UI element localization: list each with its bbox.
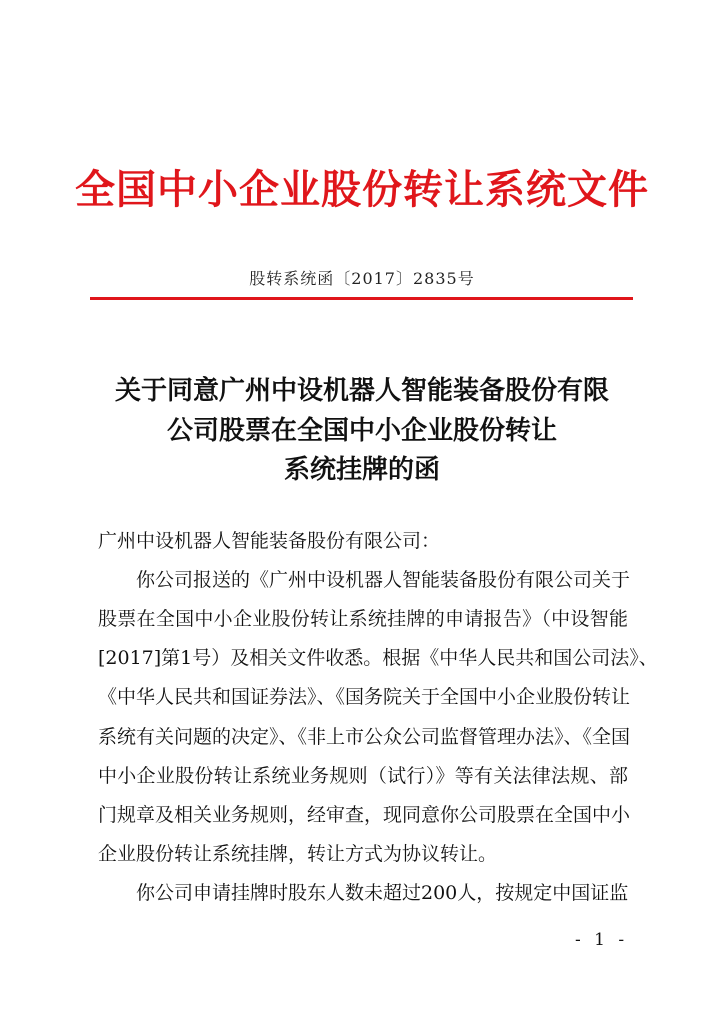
letter-heading-line-3: 系统挂牌的函 [283, 455, 440, 485]
page-number: - 1 - [575, 930, 629, 950]
document-number: 股转系统函〔2017〕2835号 [249, 269, 475, 288]
letter-heading-line-1: 关于同意广州中设机器人智能装备股份有限 [114, 376, 609, 406]
body-line: 你公司报送的《广州中设机器人智能装备股份有限公司关于 [136, 569, 631, 591]
body-line: 门规章及相关业务规则，经审查，现同意你公司股票在全国中小 [98, 804, 631, 826]
body-line: 你公司申请挂牌时股东人数未超过200人，按规定中国证监 [136, 882, 629, 904]
document-header-title: 全国中小企业股份转让系统文件 [75, 166, 649, 213]
body-line: [2017]第1号）及相关文件收悉。根据《中华人民共和国公司法》、 [98, 647, 658, 669]
body-line: 《中华人民共和国证券法》、《国务院关于全国中小企业股份转让 [98, 686, 631, 708]
header-divider [90, 297, 633, 300]
body-line: 系统有关问题的决定》、《非上市公众公司监督管理办法》、《全国 [98, 726, 631, 748]
body-line: 股票在全国中小企业股份转让系统挂牌的申请报告》（中设智能 [98, 608, 628, 630]
body-line: 企业股份转让系统挂牌，转让方式为协议转让。 [98, 843, 498, 865]
body-line: 中小企业股份转让系统业务规则（试行）》等有关法律法规、部 [98, 765, 628, 787]
salutation: 广州中设机器人智能装备股份有限公司： [98, 530, 441, 552]
letter-heading-line-2: 公司股票在全国中小企业股份转让 [166, 416, 557, 446]
